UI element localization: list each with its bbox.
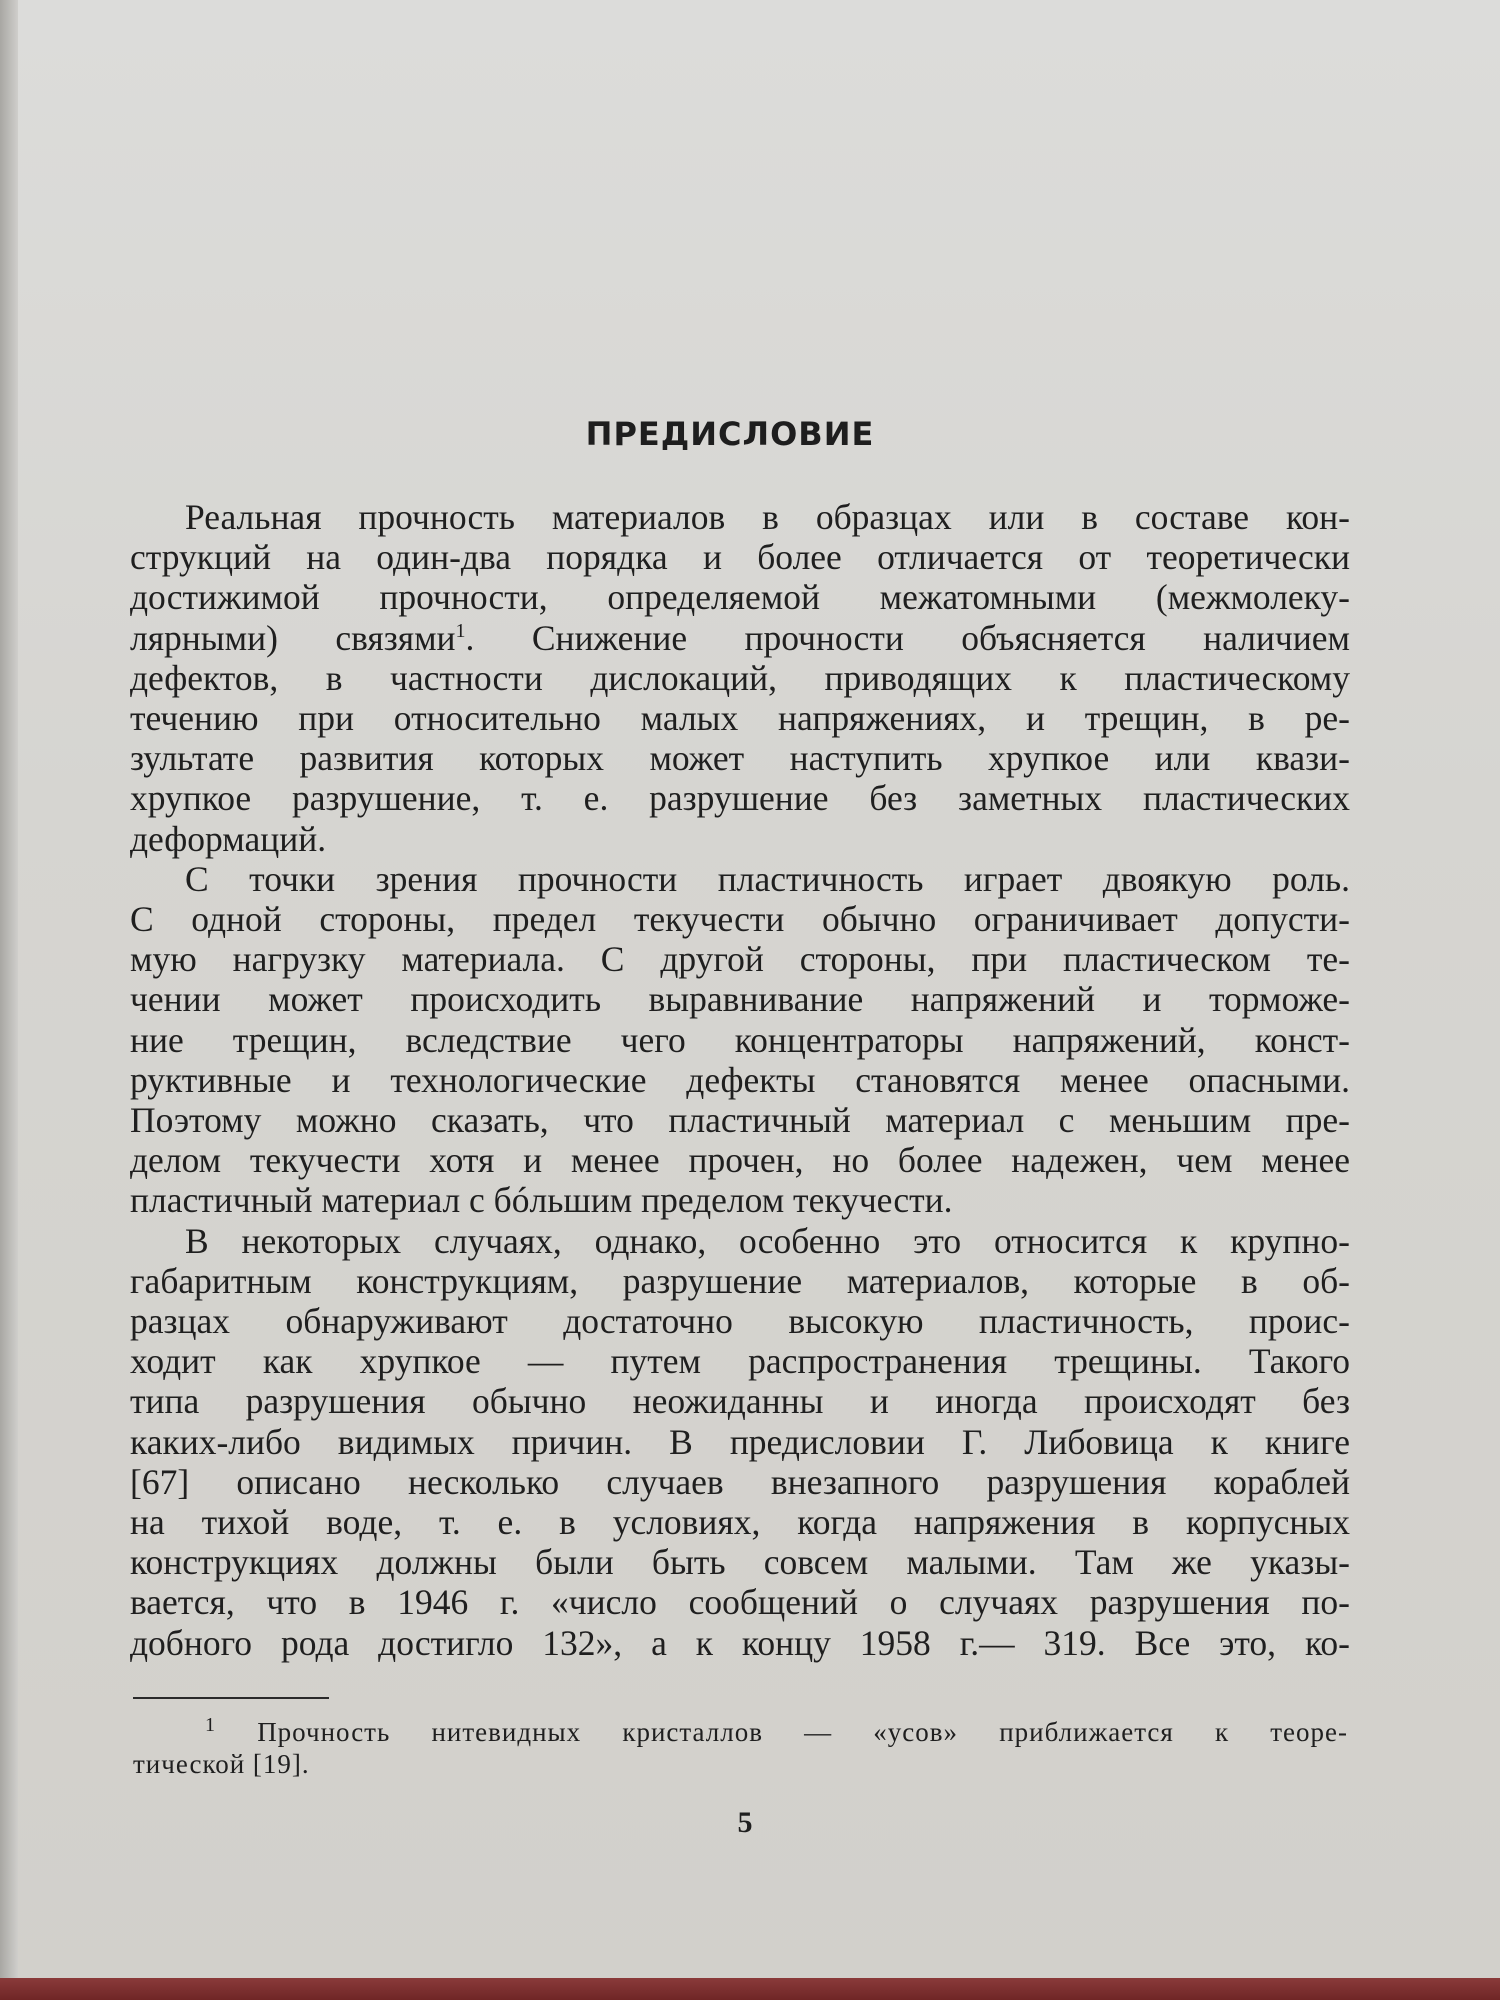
text-line: разцах обнаруживают достаточно высокую пластичность, проис-	[130, 1301, 1350, 1342]
text-fragment: Прочность нитевидных кристаллов — «усов» приближается к теоре-	[257, 1717, 1348, 1747]
text-line: мую нагрузку материала. С другой стороны, при пластическом те-	[130, 939, 1350, 980]
text-line: Поэтому можно сказать, что пластичный материал с меньшим пре-	[130, 1100, 1350, 1141]
text-line: течению при относительно малых напряжениях, и трещин, в ре-	[130, 698, 1350, 739]
text-line: чении может происходить выравнивание напряжений и торможе-	[130, 979, 1350, 1020]
paragraph-1	[130, 497, 1350, 859]
text-line: В некоторых случаях, однако, особенно это относится к крупно-	[185, 1220, 1350, 1261]
text-line: хрупкое разрушение, т. е. разрушение без заметных пластических	[130, 778, 1350, 819]
page-number: 5	[737, 1806, 753, 1839]
book-cover-edge	[0, 1978, 1500, 2000]
text-line: делом текучести хотя и менее прочен, но более надежен, чем менее	[130, 1140, 1350, 1181]
text-line: струкций на один-два порядка и более отличается от теоретически	[130, 537, 1350, 578]
text-line: конструкциях должны были быть совсем малыми. Там же указы-	[130, 1542, 1350, 1583]
text-line: ние трещин, вследствие чего концентраторы напряжений, конст-	[130, 1019, 1350, 1060]
text-line: достижимой прочности, определяемой межатомными (межмолеку-	[130, 577, 1350, 618]
text-fragment: . Снижение прочности объясняется наличием	[465, 617, 1351, 658]
text-line: на тихой воде, т. е. в условиях, когда напряжения в корпусных	[130, 1502, 1350, 1543]
text-line: каких-либо видимых причин. В предисловии Г. Либовица к книге	[130, 1421, 1350, 1462]
paragraph-3	[130, 1221, 1350, 1663]
footnote-line: тической [19].	[133, 1749, 310, 1779]
text-fragment: лярными) связями	[130, 617, 456, 658]
paragraph-2	[130, 859, 1350, 1221]
text-line: габаритным конструкциям, разрушение материалов, которые в об-	[130, 1260, 1350, 1301]
text-line: пластичный материал с бóльшим пределом текучести.	[130, 1180, 953, 1221]
text-line: Реальная прочность материалов в образцах или в составе кон-	[185, 497, 1350, 537]
text-line	[130, 618, 1350, 658]
text-line: добного рода достигло 132», а к концу 1958 г.— 319. Все это, ко-	[130, 1622, 1350, 1663]
page-gutter-shadow	[0, 0, 18, 2000]
footnote-number: 1	[205, 1714, 216, 1736]
footnote-mark: 1	[455, 619, 466, 642]
body-text	[130, 497, 1350, 1663]
text-line: С точки зрения прочности пластичность играет двоякую роль.	[185, 858, 1350, 899]
footnote-line	[133, 1716, 1348, 1748]
text-line: руктивные и технологические дефекты становятся менее опасными.	[130, 1059, 1350, 1100]
text-line: типа разрушения обычно неожиданны и иногда происходят без	[130, 1381, 1350, 1422]
footnote-divider	[133, 1697, 329, 1699]
page-title: ПРЕДИСЛОВИЕ	[585, 415, 875, 453]
text-line: [67] описано несколько случаев внезапного разрушения кораблей	[130, 1461, 1350, 1502]
text-line: деформаций.	[130, 818, 327, 859]
text-line: ходит как хрупкое — путем распространения трещины. Такого	[130, 1341, 1350, 1382]
text-line: дефектов, в частности дислокаций, приводящих к пластическому	[130, 657, 1350, 698]
footnote	[133, 1716, 1348, 1780]
text-line: зультате развития которых может наступить хрупкое или квази-	[130, 738, 1350, 779]
text-line: вается, что в 1946 г. «число сообщений о случаях разрушения по-	[130, 1582, 1350, 1623]
text-line: С одной стороны, предел текучести обычно ограничивает допусти-	[130, 899, 1350, 940]
